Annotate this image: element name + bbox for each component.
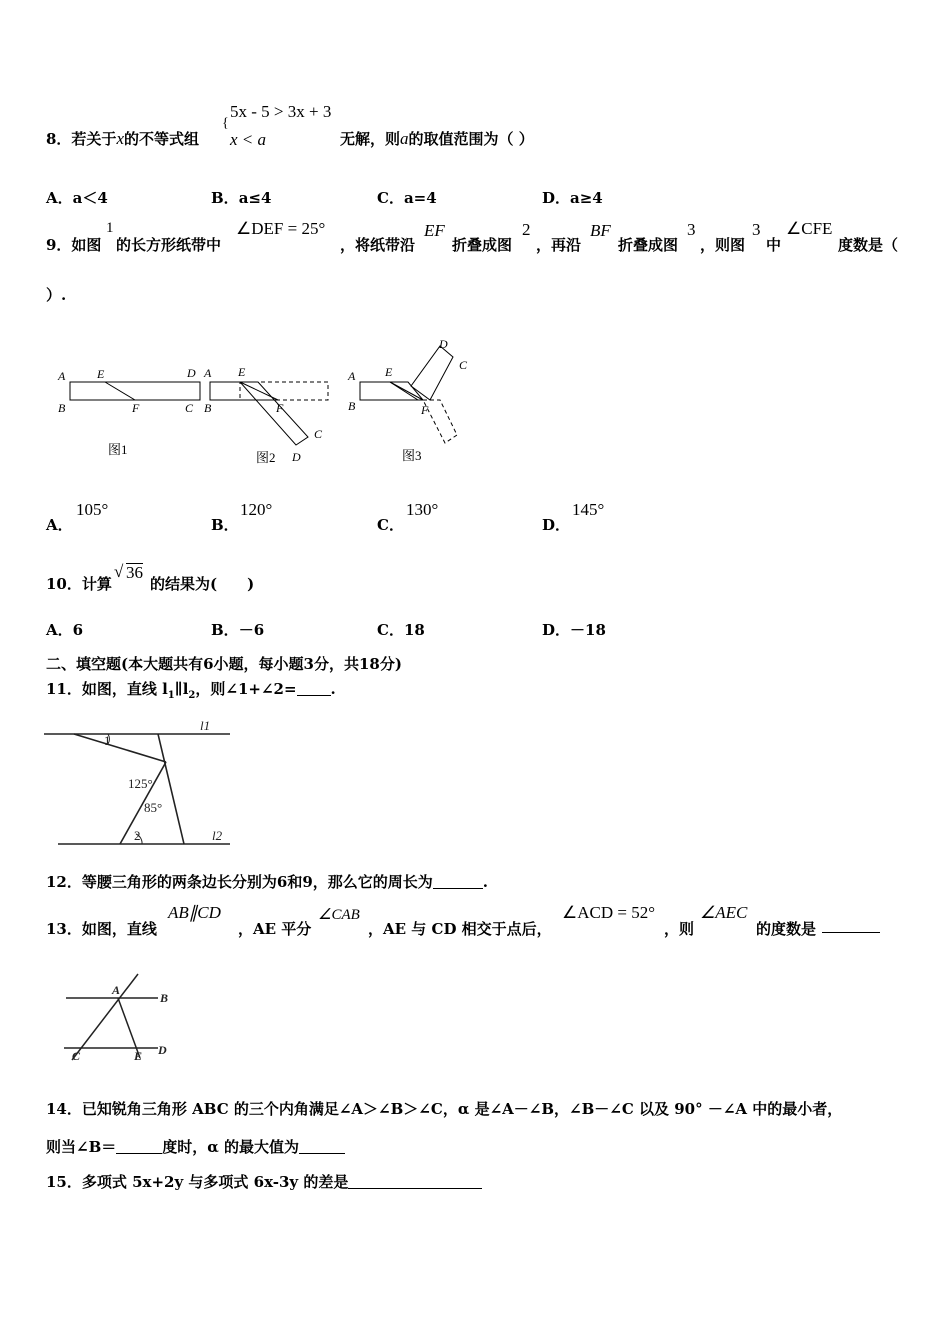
q8-brace: { [222,116,229,131]
q13-ab-cd: AB∥CD [168,903,221,922]
q9-caption-fig3: 图3 [402,448,422,463]
q9-fig1-label-e: E [97,367,105,381]
q14-line1: 14．已知锐角三角形 ABC 的三个内角满足∠A＞∠B＞∠C，α 是∠A－∠B，∠B－∠C 以及 90° －∠A 中的最小者， [46,1100,843,1118]
q11-label-l1: l1 [200,718,211,733]
q9-text: 折叠成图 [618,236,679,254]
q9-option-d-label[interactable]: D． [542,516,571,534]
q10-radicand: 36 [126,563,143,582]
q9-fig1-label-a: A [58,369,66,383]
q9-fig1-label-b: B [58,401,66,415]
q13-acd: ∠ACD = 52° [562,903,656,922]
q9-text: ，则图 [700,236,746,254]
q14-line2: 则当∠B＝ 度时，α 的最大值为 [46,1136,345,1157]
q10-option-d[interactable]: D．－18 [542,621,606,639]
q9-option-b-value[interactable]: 120° [240,500,273,519]
q11-angle-1: 1 [104,733,111,748]
q8-system-line1: 5x - 5 > 3x + 3 [230,102,332,121]
q13-aec: ∠AEC [700,903,748,922]
q9-fig2-label-c: C [314,427,323,441]
q10-option-c[interactable]: C．18 [377,621,425,639]
q9-option-c-label[interactable]: C． [377,516,404,534]
q11-figure [44,712,230,848]
q13-figure [58,968,188,1068]
q9-option-d-value[interactable]: 145° [572,500,605,519]
q10-option-a[interactable]: A．6 [46,621,84,639]
question-12: 12．等腰三角形的两条边长分别为6和9，那么它的周长为 . [46,873,488,891]
q9-angle-cfe: ∠CFE [786,219,833,238]
q8-option-b[interactable]: B．a≤4 [211,189,272,207]
q9-fig2-label-d: D [292,450,301,464]
q8-text: 的取值范围为（ ） [408,130,534,148]
q9-figure [40,330,480,470]
q9-fig3-label-a: A [348,369,356,383]
q11-answer-blank[interactable] [297,681,331,696]
q9-text: 9．如图 [46,236,102,254]
q9-option-c-value[interactable]: 130° [406,500,439,519]
q9-fig1-label-d: D [187,366,196,380]
q8-text: 的不等式组 [123,130,199,148]
q8-option-a[interactable]: A．a＜4 [46,189,108,207]
q9-option-a-label[interactable]: A． [46,516,73,534]
q9-caption-fig1: 图1 [108,442,128,457]
q13-label-e: E [134,1049,143,1063]
q15-answer-blank[interactable] [348,1174,482,1189]
q13-cab: ∠CAB [318,907,360,923]
q9-angle-def: ∠DEF = 25° [236,219,326,238]
q9-text: ）. [46,286,67,304]
q13-answer-blank[interactable] [822,918,880,933]
q8-stem [46,128,199,149]
q9-bf: BF [590,221,611,240]
q8-option-d[interactable]: D．a≥4 [542,189,603,207]
question-15: 15．多项式 5x+2y 与多项式 6x-3y 的差是 [46,1171,482,1192]
q9-fig1-label-c: C [185,401,194,415]
q8-var-a: a [400,129,409,148]
q13-text: ，AE 与 CD 相交于点后， [368,920,552,938]
q8-text: 无解，则 [340,130,401,148]
section-2-heading: 二、填空题(本大题共有6小题，每小题3分，共18分) [46,655,402,673]
q14-blank-2[interactable] [299,1139,345,1154]
q8-option-c[interactable]: C．a=4 [377,189,437,207]
q9-fig2-label-e: E [238,365,246,379]
q9-text: 度数是（ [838,236,899,254]
q9-fig3-label-b: B [348,399,356,413]
q11-stem: 11．如图，直线 $l_1\parallel l_2$，则∠1+∠2= . [46,680,336,701]
q9-fig3-label-d: D [439,337,448,351]
q9-fig3-label-c: C [459,358,468,372]
q13-text: 13．如图，直线 [46,920,157,938]
q9-fig3-label-f: F [421,403,429,417]
sqrt-icon: √ [114,562,124,581]
q9-text: 折叠成图 [452,236,513,254]
q8-stem-end [340,128,534,149]
q8-var-x: x [116,129,124,148]
q13-label-d: D [158,1043,167,1057]
q14-blank-1[interactable] [116,1139,162,1154]
q13-text: 的度数是 [756,920,817,938]
q13-label-a: A [112,983,121,997]
q9-text: ，将纸带沿 [340,236,416,254]
q8-system-line2: x < a [230,130,267,149]
q9-fig-ref: 3 [752,220,761,239]
q13-text: ，则 [664,920,695,938]
q9-text: 中 [766,236,782,254]
q12-answer-blank[interactable] [433,874,483,889]
q8-text: 8．若关于 [46,130,117,148]
q9-fig2-label-f: F [276,401,284,415]
q10-option-b[interactable]: B．－6 [211,621,265,639]
q10-text: 10．计算 [46,575,112,593]
q11-angle-125: 125° [128,776,153,791]
q11-angle-85: 85° [144,800,163,815]
q9-option-a-value[interactable]: 105° [76,500,109,519]
q9-fig2-label-a: A [204,366,212,380]
q9-ef: EF [424,221,445,240]
q9-fig2-label-b: B [204,401,212,415]
q13-label-c: C [72,1049,81,1063]
q11-angle-2: 2 [134,828,141,843]
q11-label-l2: l2 [212,828,223,843]
q9-caption-fig2: 图2 [256,450,276,465]
q9-fig1-label-f: F [132,401,140,415]
q9-fig-ref: 2 [522,220,531,239]
q10-text: 的结果为( ) [150,575,255,593]
q9-fig-ref: 1 [106,220,114,236]
q9-text: ，再沿 [536,236,582,254]
q9-fig3-label-e: E [385,365,393,379]
q13-text: ，AE 平分 [238,920,312,938]
q9-fig-ref: 3 [687,220,696,239]
q9-option-b-label[interactable]: B． [211,516,239,534]
q9-text: 的长方形纸带中 [116,236,222,254]
q13-label-b: B [160,991,169,1005]
